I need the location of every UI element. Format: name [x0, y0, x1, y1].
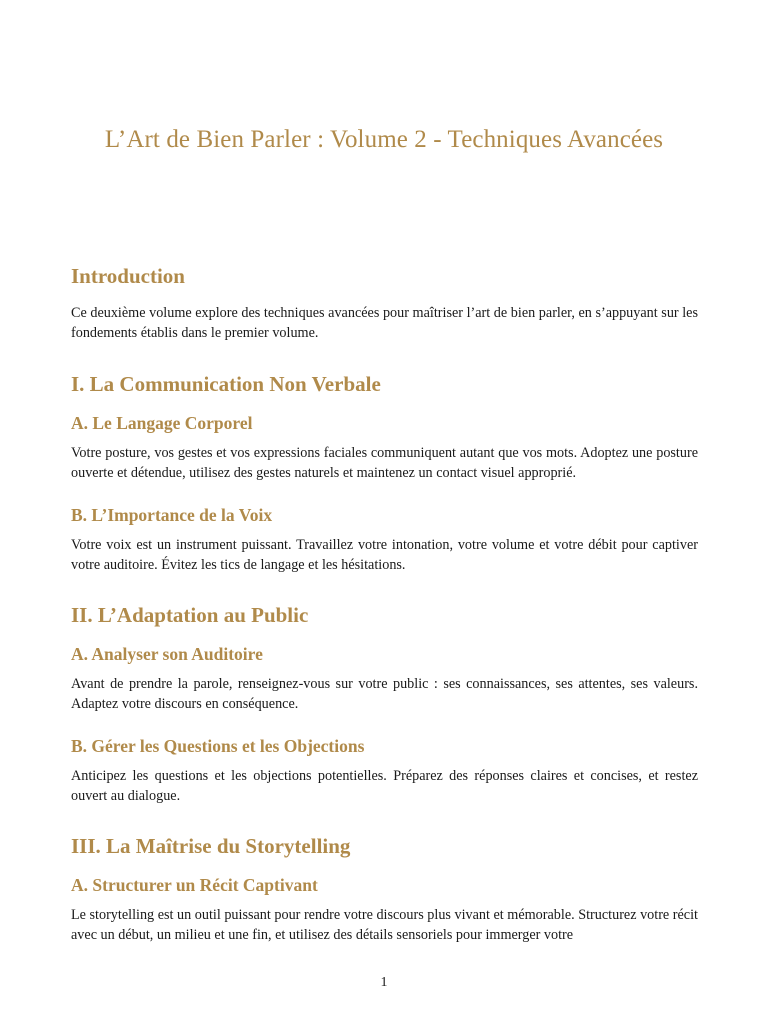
- subsection-heading-3a: A. Structurer un Récit Captivant: [71, 875, 318, 895]
- paragraph-2a: Avant de prendre la parole, renseignez-vous sur votre public : ses connaissances, ses attentes, ses valeurs. Adaptez votre discours en conséquence.: [71, 676, 698, 712]
- subsection-heading-1b: B. L’Importance de la Voix: [71, 505, 273, 525]
- paragraph-3a: Le storytelling est un outil puissant pour rendre votre discours plus vivant et mémorable. Structurez votre récit avec un début, un milieu et une fin, et utilisez des détails sensoriels pour immerger votre: [71, 907, 698, 943]
- section-heading-1: I. La Communication Non Verbale: [71, 372, 381, 396]
- paragraph-2b: Anticipez les questions et les objections potentielles. Préparez des réponses claires et concises, et restez ouvert au dialogue.: [71, 768, 698, 804]
- subsection-heading-1a: A. Le Langage Corporel: [71, 413, 253, 433]
- document-title: L’Art de Bien Parler : Volume 2 - Techniques Avancées: [104, 126, 664, 153]
- section-heading-introduction: Introduction: [71, 264, 185, 288]
- document-body: [71, 262, 698, 945]
- paragraph-1b: Votre voix est un instrument puissant. Travaillez votre intonation, votre volume et votre débit pour captiver votre auditoire. Évitez les tics de langage et les hésitations.: [71, 537, 698, 573]
- subsection-heading-2a: A. Analyser son Auditoire: [71, 644, 263, 664]
- introduction-paragraph: Ce deuxième volume explore des techniques avancées pour maîtriser l’art de bien parler, en s’appuyant sur les fondements établis dans le premier volume.: [71, 305, 698, 341]
- section-heading-2: II. L’Adaptation au Public: [71, 603, 309, 627]
- paragraph-1a: Votre posture, vos gestes et vos expressions faciales communiquent autant que vos mots. Adoptez une posture ouverte et détendue, utilisez des gestes naturels et maintenez un contact visuel approprié.: [71, 445, 698, 481]
- page-number: 1: [380, 975, 388, 990]
- subsection-heading-2b: B. Gérer les Questions et les Objections: [71, 736, 365, 756]
- section-heading-3: III. La Maîtrise du Storytelling: [71, 834, 351, 858]
